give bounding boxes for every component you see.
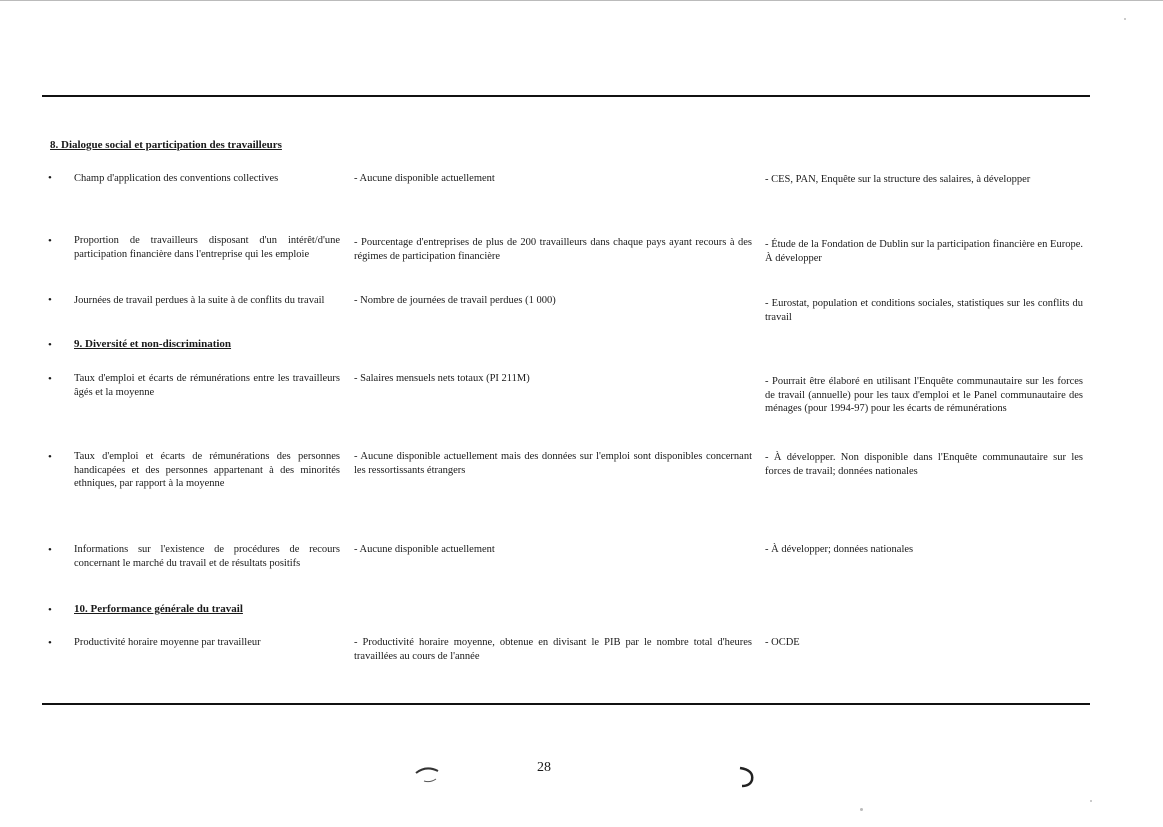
indicator-text: Taux d'emploi et écarts de rémunérations entre les travailleurs âgés et la moyenne	[74, 373, 340, 398]
measure-text: - Aucune disponible actuellement mais des données sur l'emploi sont disponibles concernant les ressortissants étrangers	[354, 451, 752, 476]
bullet: •	[48, 451, 52, 463]
source-text: - À développer; données nationales	[765, 544, 914, 555]
scan-dot	[860, 808, 863, 811]
bullet: •	[48, 373, 52, 385]
bottom-rule	[42, 703, 1090, 705]
indicator-text: Champ d'application des conventions collectives	[74, 173, 279, 184]
source-text: - Eurostat, population et conditions sociales, statistiques sur les conflits du travail	[765, 298, 1083, 323]
scan-smudge-right	[736, 764, 760, 790]
scan-smudge-left	[414, 763, 442, 785]
bullet: •	[48, 544, 52, 556]
indicator-text: Journées de travail perdues à la suite à de conflits du travail	[74, 295, 325, 306]
measure-text: - Aucune disponible actuellement	[354, 544, 495, 555]
bullet: •	[48, 294, 52, 306]
section-heading-8: 8. Dialogue social et participation des travailleurs	[50, 139, 282, 151]
scan-edge	[0, 0, 1163, 1]
page-number: 28	[537, 760, 551, 775]
source-text: - Pourrait être élaboré en utilisant l'Enquête communautaire sur les forces de travail (annuelle) pour les taux d'emploi et le Panel communautaire des ménages (pour 1994-97) pour les écarts de rémunérations	[765, 376, 1083, 414]
measure-text: - Productivité horaire moyenne, obtenue en divisant le PIB par le nombre total d'heures travaillées au cours de l'année	[354, 637, 752, 662]
source-text: - CES, PAN, Enquête sur la structure des salaires, à développer	[765, 174, 1031, 185]
scan-dot	[1090, 800, 1092, 802]
indicator-text: Informations sur l'existence de procédures de recours concernant le marché du travail et de résultats positifs	[74, 544, 340, 569]
bullet: •	[48, 604, 52, 616]
section-heading-10: 10. Performance générale du travail	[74, 603, 243, 615]
measure-text: - Pourcentage d'entreprises de plus de 200 travailleurs dans chaque pays ayant recours à des régimes de participation financière	[354, 237, 752, 262]
measure-text: - Salaires mensuels nets totaux (PI 211M)	[354, 373, 530, 384]
section-heading-9: 9. Diversité et non-discrimination	[74, 338, 232, 350]
bullet: •	[48, 637, 52, 649]
source-text: - OCDE	[765, 637, 800, 648]
scan-dot	[1124, 18, 1126, 20]
source-text: - Étude de la Fondation de Dublin sur la participation financière en Europe. À développer	[765, 239, 1083, 264]
indicator-text: Productivité horaire moyenne par travailleur	[74, 637, 261, 648]
bullet: •	[48, 339, 52, 351]
bullet: •	[48, 172, 52, 184]
indicator-text: Proportion de travailleurs disposant d'un intérêt/d'une participation financière dans l'entreprise qui les emploie	[74, 235, 340, 260]
bullet: •	[48, 235, 52, 247]
source-text: - À développer. Non disponible dans l'Enquête communautaire sur les forces de travail; données nationales	[765, 452, 1083, 477]
measure-text: - Aucune disponible actuellement	[354, 173, 495, 184]
top-rule	[42, 95, 1090, 97]
indicator-text: Taux d'emploi et écarts de rémunérations des personnes handicapées et des personnes appartenant à des minorités ethniques, par rapport à la moyenne	[74, 451, 340, 489]
measure-text: - Nombre de journées de travail perdues (1 000)	[354, 295, 556, 306]
